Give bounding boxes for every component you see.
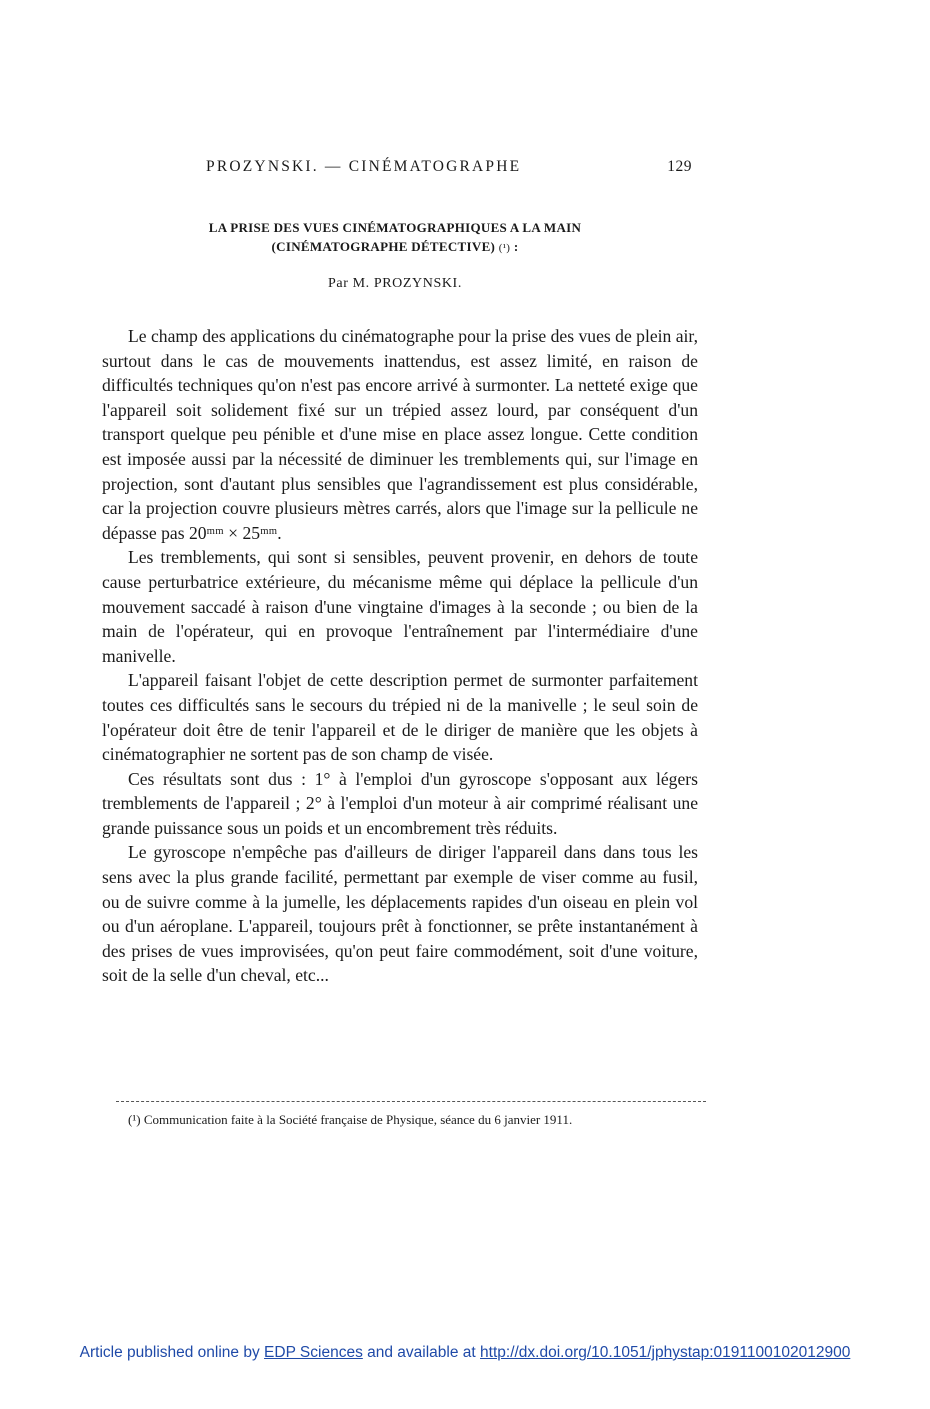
footnote xyxy=(112,1111,710,1128)
article-title-line-2 xyxy=(150,237,640,258)
page-number: 129 xyxy=(667,158,692,175)
footnote-marker: (¹) xyxy=(128,1112,141,1127)
footnote-divider xyxy=(116,1101,706,1102)
publisher-notice-prefix: Article published online by xyxy=(79,1344,265,1361)
footnote-reference-marker[interactable]: (¹) xyxy=(498,242,511,254)
running-head-title: PROZYNSKI. — CINÉMATOGRAPHE xyxy=(206,158,522,175)
paragraph-3: L'appareil faisant l'objet de cette description permet de surmonter parfaitement toutes ces difficultés sans le secours du trépied ni de la manivelle ; le seul soin de l'opérateur doit être de tenir l'appareil et de le diriger de manière que les objets à cinématographier ne sortent pas de son champ de visée. xyxy=(102,670,698,765)
article-title-line-1: LA PRISE DES VUES CINÉMATOGRAPHIQUES A LA MAIN xyxy=(208,220,582,235)
article-body xyxy=(102,324,698,988)
paragraph-2: Les tremblements, qui sont si sensibles, peuvent provenir, en dehors de toute cause perturbatrice extérieure, du mécanisme même qui déplace la pellicule d'un mouvement saccadé à raison d'une vingtaine d'images à la seconde ; ou bien de la main de l'opérateur, qui en provoque l'entraînement par l'intermédiaire d'une manivelle. xyxy=(102,547,698,666)
article-title-subtitle: (CINÉMATOGRAPHE DÉTECTIVE) xyxy=(271,239,496,254)
doi-link[interactable]: http://dx.doi.org/10.1051/jphystap:0191100102012900 xyxy=(480,1344,851,1361)
publisher-notice xyxy=(0,1344,930,1362)
paragraph-4: Ces résultats sont dus : 1° à l'emploi d'un gyroscope s'opposant aux légers tremblements de l'appareil ; 2° à l'emploi d'un moteur à air comprimé réalisant une grande puissance sous un poids et un encombrement très réduits. xyxy=(102,768,698,838)
publisher-link[interactable]: EDP Sciences xyxy=(264,1344,363,1361)
paragraph-5: Le gyroscope n'empêche pas d'ailleurs de diriger l'appareil dans dans tous les sens avec la plus grande facilité, permettant par exemple de viser comme au fusil, ou de suivre comme à la jumelle, les déplacements rapides d'un oiseau en plein vol ou d'un aéroplane. L'appareil, toujours prêt à fonctionner, se prête instantanément à des prises de vues improvisées, qu'on peut faire commodément, soit d'une voiture, soit de la selle d'un cheval, etc... xyxy=(102,842,698,986)
article-title-colon: : xyxy=(510,239,519,254)
running-head xyxy=(206,158,692,180)
author-byline: Par M. PROZYNSKI. xyxy=(328,276,462,291)
paragraph-1: Le champ des applications du cinématographe pour la prise des vues de plein air, surtout dans le cas de mouvements inattendus, est assez limité, en raison de difficultés techniques qu'on n'est pas encore arrivé à surmonter. La netteté exige que l'appareil soit solidement fixé sur un trépied assez lourd, par conséquent d'un transport quelque peu pénible et d'une mise en place assez longue. Cette condition est imposée aussi par la nécessité de diminuer les tremblements qui, sur l'image en projection, sont d'autant plus sensibles que l'agrandissement est plus considérable, car la projection couvre plusieurs mètres carrés, alors que l'image sur la pellicule ne dépasse pas 20ᵐᵐ × 25ᵐᵐ. xyxy=(102,326,698,543)
publisher-notice-middle: and available at xyxy=(362,1344,481,1361)
article-title xyxy=(150,218,640,258)
footnote-text: Communication faite à la Société française de Physique, séance du 6 janvier 1911. xyxy=(140,1112,573,1127)
